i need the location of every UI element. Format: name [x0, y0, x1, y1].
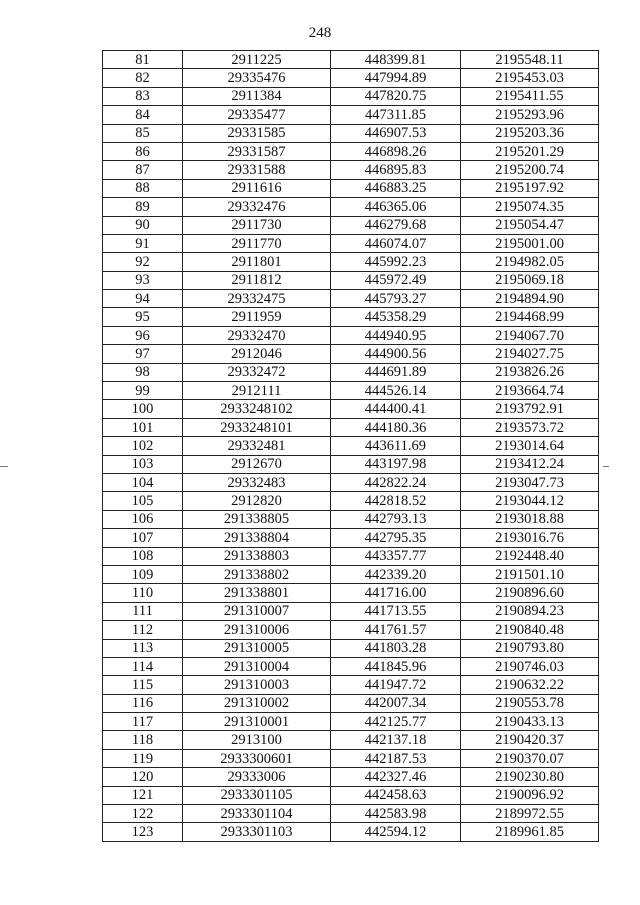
y-coordinate-cell: 2190894.23	[461, 602, 599, 620]
point-number-cell: 117	[103, 713, 183, 731]
x-coordinate-cell: 446907.53	[331, 124, 461, 142]
y-coordinate-cell: 2195197.92	[461, 179, 599, 197]
y-coordinate-cell: 2195054.47	[461, 216, 599, 234]
table-row	[103, 142, 599, 160]
y-coordinate-cell: 2195548.11	[461, 51, 599, 69]
x-coordinate-cell: 445793.27	[331, 290, 461, 308]
point-id-cell: 29332475	[183, 290, 331, 308]
point-number-cell: 84	[103, 106, 183, 124]
y-coordinate-cell: 2190433.13	[461, 713, 599, 731]
point-number-cell: 100	[103, 400, 183, 418]
point-number-cell: 81	[103, 51, 183, 69]
point-id-cell: 29332472	[183, 363, 331, 381]
y-coordinate-cell: 2194067.70	[461, 326, 599, 344]
x-coordinate-cell: 446365.06	[331, 198, 461, 216]
x-coordinate-cell: 441947.72	[331, 676, 461, 694]
x-coordinate-cell: 441761.57	[331, 621, 461, 639]
point-number-cell: 95	[103, 308, 183, 326]
point-number-cell: 88	[103, 179, 183, 197]
point-id-cell: 2911812	[183, 271, 331, 289]
point-id-cell: 2911225	[183, 51, 331, 69]
point-number-cell: 99	[103, 382, 183, 400]
point-id-cell: 2933248102	[183, 400, 331, 418]
x-coordinate-cell: 442125.77	[331, 713, 461, 731]
point-id-cell: 2911384	[183, 87, 331, 105]
x-coordinate-cell: 447311.85	[331, 106, 461, 124]
x-coordinate-cell: 444180.36	[331, 418, 461, 436]
point-number-cell: 112	[103, 621, 183, 639]
table-row	[103, 161, 599, 179]
coordinates-table	[102, 50, 599, 842]
point-number-cell: 91	[103, 234, 183, 252]
point-number-cell: 101	[103, 418, 183, 436]
table-row	[103, 234, 599, 252]
table-row	[103, 69, 599, 87]
table-row	[103, 786, 599, 804]
x-coordinate-cell: 442187.53	[331, 749, 461, 767]
y-coordinate-cell: 2190096.92	[461, 786, 599, 804]
table-row	[103, 657, 599, 675]
x-coordinate-cell: 444900.56	[331, 345, 461, 363]
point-number-cell: 121	[103, 786, 183, 804]
table-row	[103, 400, 599, 418]
point-id-cell: 291338802	[183, 565, 331, 583]
y-coordinate-cell: 2193047.73	[461, 473, 599, 491]
point-id-cell: 29332470	[183, 326, 331, 344]
x-coordinate-cell: 443611.69	[331, 437, 461, 455]
y-coordinate-cell: 2189961.85	[461, 823, 599, 841]
x-coordinate-cell: 448399.81	[331, 51, 461, 69]
point-number-cell: 104	[103, 473, 183, 491]
x-coordinate-cell: 444400.41	[331, 400, 461, 418]
x-coordinate-cell: 442327.46	[331, 768, 461, 786]
y-coordinate-cell: 2190746.03	[461, 657, 599, 675]
point-id-cell: 291310005	[183, 639, 331, 657]
point-id-cell: 29331585	[183, 124, 331, 142]
table-row	[103, 713, 599, 731]
table-row	[103, 216, 599, 234]
point-number-cell: 96	[103, 326, 183, 344]
y-coordinate-cell: 2195293.96	[461, 106, 599, 124]
y-coordinate-cell: 2193826.26	[461, 363, 599, 381]
point-number-cell: 115	[103, 676, 183, 694]
point-number-cell: 97	[103, 345, 183, 363]
point-number-cell: 114	[103, 657, 183, 675]
x-coordinate-cell: 444940.95	[331, 326, 461, 344]
y-coordinate-cell: 2190553.78	[461, 694, 599, 712]
table-row	[103, 768, 599, 786]
y-coordinate-cell: 2195201.29	[461, 142, 599, 160]
point-number-cell: 120	[103, 768, 183, 786]
y-coordinate-cell: 2194982.05	[461, 253, 599, 271]
y-coordinate-cell: 2195203.36	[461, 124, 599, 142]
point-number-cell: 83	[103, 87, 183, 105]
x-coordinate-cell: 441713.55	[331, 602, 461, 620]
point-number-cell: 85	[103, 124, 183, 142]
point-id-cell: 29335477	[183, 106, 331, 124]
y-coordinate-cell: 2190793.80	[461, 639, 599, 657]
x-coordinate-cell: 447994.89	[331, 69, 461, 87]
table-row	[103, 418, 599, 436]
y-coordinate-cell: 2194468.99	[461, 308, 599, 326]
table-row	[103, 823, 599, 841]
y-coordinate-cell: 2195001.00	[461, 234, 599, 252]
x-coordinate-cell: 446883.25	[331, 179, 461, 197]
x-coordinate-cell: 442137.18	[331, 731, 461, 749]
y-coordinate-cell: 2193014.64	[461, 437, 599, 455]
y-coordinate-cell: 2193792.91	[461, 400, 599, 418]
x-coordinate-cell: 446895.83	[331, 161, 461, 179]
point-number-cell: 90	[103, 216, 183, 234]
point-id-cell: 2933301105	[183, 786, 331, 804]
point-number-cell: 123	[103, 823, 183, 841]
table-row	[103, 473, 599, 491]
table-row	[103, 694, 599, 712]
point-number-cell: 106	[103, 510, 183, 528]
point-id-cell: 2933301104	[183, 805, 331, 823]
point-number-cell: 94	[103, 290, 183, 308]
x-coordinate-cell: 447820.75	[331, 87, 461, 105]
x-coordinate-cell: 442793.13	[331, 510, 461, 528]
point-id-cell: 2912046	[183, 345, 331, 363]
table-row	[103, 326, 599, 344]
y-coordinate-cell: 2195074.35	[461, 198, 599, 216]
y-coordinate-cell: 2193664.74	[461, 382, 599, 400]
point-id-cell: 291338804	[183, 529, 331, 547]
y-coordinate-cell: 2190230.80	[461, 768, 599, 786]
x-coordinate-cell: 442594.12	[331, 823, 461, 841]
y-coordinate-cell: 2190840.48	[461, 621, 599, 639]
point-number-cell: 98	[103, 363, 183, 381]
point-number-cell: 116	[103, 694, 183, 712]
x-coordinate-cell: 441803.28	[331, 639, 461, 657]
point-id-cell: 2912820	[183, 492, 331, 510]
point-id-cell: 29333006	[183, 768, 331, 786]
point-id-cell: 291310004	[183, 657, 331, 675]
table-row	[103, 731, 599, 749]
right-margin-tick	[603, 466, 609, 467]
y-coordinate-cell: 2193573.72	[461, 418, 599, 436]
point-id-cell: 2912111	[183, 382, 331, 400]
x-coordinate-cell: 441716.00	[331, 584, 461, 602]
x-coordinate-cell: 443197.98	[331, 455, 461, 473]
table-row	[103, 676, 599, 694]
point-number-cell: 82	[103, 69, 183, 87]
x-coordinate-cell: 441845.96	[331, 657, 461, 675]
table-row	[103, 382, 599, 400]
table-row	[103, 345, 599, 363]
table-row	[103, 290, 599, 308]
table-row	[103, 87, 599, 105]
point-id-cell: 291310001	[183, 713, 331, 731]
point-number-cell: 87	[103, 161, 183, 179]
table-row	[103, 253, 599, 271]
table-row	[103, 271, 599, 289]
y-coordinate-cell: 2189972.55	[461, 805, 599, 823]
y-coordinate-cell: 2194027.75	[461, 345, 599, 363]
y-coordinate-cell: 2194894.90	[461, 290, 599, 308]
table-row	[103, 639, 599, 657]
table-row	[103, 602, 599, 620]
table-row	[103, 308, 599, 326]
table-row	[103, 529, 599, 547]
table-row	[103, 565, 599, 583]
point-id-cell: 291338803	[183, 547, 331, 565]
point-id-cell: 2911959	[183, 308, 331, 326]
table-row	[103, 437, 599, 455]
point-number-cell: 102	[103, 437, 183, 455]
point-id-cell: 29335476	[183, 69, 331, 87]
point-number-cell: 92	[103, 253, 183, 271]
point-id-cell: 29332476	[183, 198, 331, 216]
table-row	[103, 749, 599, 767]
point-id-cell: 291310002	[183, 694, 331, 712]
y-coordinate-cell: 2193412.24	[461, 455, 599, 473]
table-row	[103, 363, 599, 381]
y-coordinate-cell: 2195069.18	[461, 271, 599, 289]
point-id-cell: 2933300601	[183, 749, 331, 767]
x-coordinate-cell: 442818.52	[331, 492, 461, 510]
point-number-cell: 109	[103, 565, 183, 583]
table-row	[103, 510, 599, 528]
point-id-cell: 2911770	[183, 234, 331, 252]
x-coordinate-cell: 443357.77	[331, 547, 461, 565]
y-coordinate-cell: 2190896.60	[461, 584, 599, 602]
y-coordinate-cell: 2195453.03	[461, 69, 599, 87]
left-margin-tick	[0, 466, 8, 467]
y-coordinate-cell: 2193016.76	[461, 529, 599, 547]
point-number-cell: 122	[103, 805, 183, 823]
table-row	[103, 124, 599, 142]
point-number-cell: 107	[103, 529, 183, 547]
table-row	[103, 621, 599, 639]
point-number-cell: 108	[103, 547, 183, 565]
point-id-cell: 29331587	[183, 142, 331, 160]
point-number-cell: 86	[103, 142, 183, 160]
point-number-cell: 110	[103, 584, 183, 602]
x-coordinate-cell: 442458.63	[331, 786, 461, 804]
y-coordinate-cell: 2191501.10	[461, 565, 599, 583]
point-number-cell: 119	[103, 749, 183, 767]
y-coordinate-cell: 2192448.40	[461, 547, 599, 565]
point-id-cell: 291310007	[183, 602, 331, 620]
point-id-cell: 291310006	[183, 621, 331, 639]
point-id-cell: 2911730	[183, 216, 331, 234]
table-row	[103, 198, 599, 216]
x-coordinate-cell: 444526.14	[331, 382, 461, 400]
x-coordinate-cell: 446074.07	[331, 234, 461, 252]
point-id-cell: 2912670	[183, 455, 331, 473]
x-coordinate-cell: 446279.68	[331, 216, 461, 234]
x-coordinate-cell: 442822.24	[331, 473, 461, 491]
point-number-cell: 118	[103, 731, 183, 749]
point-id-cell: 2911801	[183, 253, 331, 271]
x-coordinate-cell: 442795.35	[331, 529, 461, 547]
table-row	[103, 547, 599, 565]
table-row	[103, 106, 599, 124]
table-row	[103, 51, 599, 69]
point-number-cell: 113	[103, 639, 183, 657]
table-row	[103, 805, 599, 823]
y-coordinate-cell: 2190420.37	[461, 731, 599, 749]
x-coordinate-cell: 442007.34	[331, 694, 461, 712]
point-id-cell: 2933248101	[183, 418, 331, 436]
page-number: 248	[308, 25, 332, 41]
x-coordinate-cell: 445972.49	[331, 271, 461, 289]
x-coordinate-cell: 445358.29	[331, 308, 461, 326]
x-coordinate-cell: 444691.89	[331, 363, 461, 381]
y-coordinate-cell: 2193018.88	[461, 510, 599, 528]
point-id-cell: 291338801	[183, 584, 331, 602]
point-id-cell: 2911616	[183, 179, 331, 197]
point-number-cell: 111	[103, 602, 183, 620]
point-id-cell: 291338805	[183, 510, 331, 528]
point-number-cell: 93	[103, 271, 183, 289]
table-row	[103, 584, 599, 602]
x-coordinate-cell: 445992.23	[331, 253, 461, 271]
x-coordinate-cell: 442583.98	[331, 805, 461, 823]
point-id-cell: 29331588	[183, 161, 331, 179]
x-coordinate-cell: 442339.20	[331, 565, 461, 583]
point-number-cell: 105	[103, 492, 183, 510]
y-coordinate-cell: 2195411.55	[461, 87, 599, 105]
table-row	[103, 455, 599, 473]
point-id-cell: 2933301103	[183, 823, 331, 841]
y-coordinate-cell: 2195200.74	[461, 161, 599, 179]
x-coordinate-cell: 446898.26	[331, 142, 461, 160]
y-coordinate-cell: 2190632.22	[461, 676, 599, 694]
table-row	[103, 492, 599, 510]
point-id-cell: 29332481	[183, 437, 331, 455]
point-id-cell: 29332483	[183, 473, 331, 491]
point-number-cell: 103	[103, 455, 183, 473]
y-coordinate-cell: 2193044.12	[461, 492, 599, 510]
point-id-cell: 291310003	[183, 676, 331, 694]
point-id-cell: 2913100	[183, 731, 331, 749]
y-coordinate-cell: 2190370.07	[461, 749, 599, 767]
coordinates-table-body	[103, 51, 599, 842]
point-number-cell: 89	[103, 198, 183, 216]
table-row	[103, 179, 599, 197]
